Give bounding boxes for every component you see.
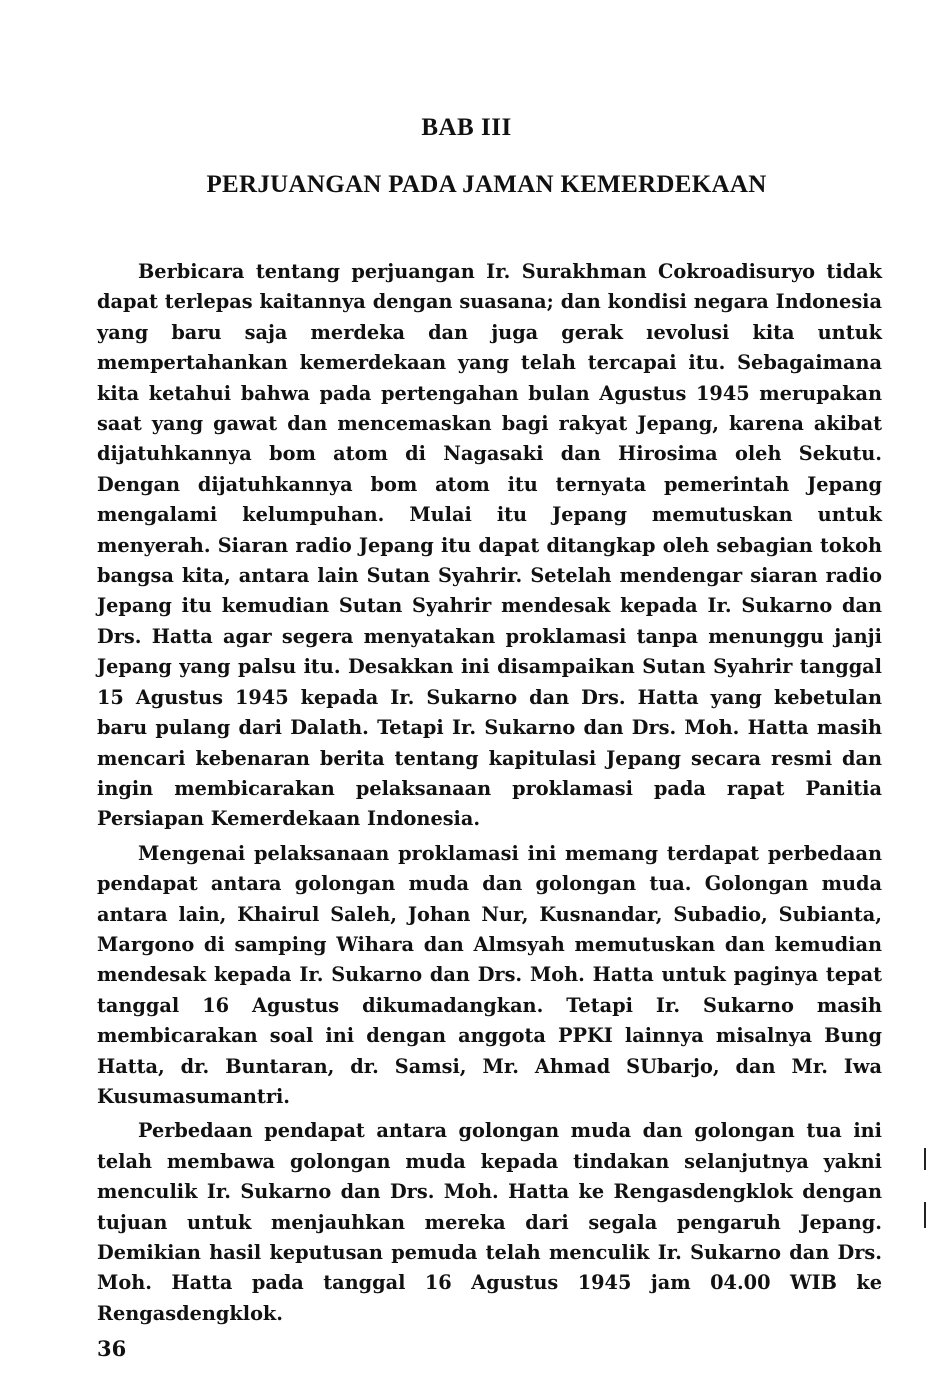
paragraph-1: Berbicara tentang perjuangan Ir. Surakhman Cokroadisuryo tidak dapat terlepas kaitannya dengan suasana; dan kondisi negara Indonesia yang baru saja merdeka dan juga gerak ıevolusi kita untuk mempertahankan kemerdekaan yang telah tercapai itu. Sebagaimana kita ketahui bahwa pada pertengahan bulan Agustus 1945 merupakan saat yang gawat dan mencemaskan bagi rakyat Jepang, karena akibat dijatuhkannya bom atom di Nagasaki dan Hirosima oleh Sekutu. Dengan dijatuhkannya bom atom itu ternyata pemerintah Jepang mengalami kelumpuhan. Mulai itu Jepang memutuskan untuk menyerah. Siaran radio Jepang itu dapat ditangkap oleh sebagian tokoh bangsa kita, antara lain Sutan Syahrir. Setelah mendengar siaran radio Jepang itu kemudian Sutan Syahrir mendesak kepada Ir. Sukarno dan Drs. Hatta agar segera menyatakan proklamasi tanpa menunggu janji Jepang yang palsu itu. Desakkan ini disampaikan Sutan Syahrir tanggal 15 Agustus 1945 kepada Ir. Sukarno dan Drs. Hatta yang kebetulan baru pulang dari Dalath. Tetapi Ir. Sukarno dan Drs. Moh. Hatta masih mencari kebenaran berita tentang kapitulasi Jepang secara resmi dan ingin membicarakan pelaksanaan proklamasi pada rapat Panitia Persiapan Kemerdekaan Indonesia. [97,260,882,831]
body-text [97,257,882,1329]
paragraph-2: Mengenai pelaksanaan proklamasi ini memang terdapat perbedaan pendapat antara golongan muda dan golongan tua. Golongan muda antara lain, Khairul Saleh, Johan Nur, Kusnandar, Subadio, Subianta, Margono di samping Wihara dan Almsyah memutuskan dan kemudian mendesak kepada Ir. Sukarno dan Drs. Moh. Hatta untuk paginya tepat tanggal 16 Agustus dikumadangkan. Tetapi Ir. Sukarno masih membicarakan soal ini dengan anggota PPKI lainnya misalnya Bung Hatta, dr. Buntaran, dr. Samsi, Mr. Ahmad SUbarjo, dan Mr. Iwa Kusumasumantri. [97,841,882,1108]
chapter-label: BAB III [421,114,512,141]
chapter-title: PERJUANGAN PADA JAMAN KEMERDEKAAN [206,171,767,198]
paragraph-3: Perbedaan pendapat antara golongan muda dan golongan tua ini telah membawa golongan muda kepada tindakan selanjutnya yakni menculik Ir. Sukarno dan Drs. Moh. Hatta ke Rengasdengklok dengan tujuan untuk menjauhkan mereka dari segala pengaruh Jepang. Demikian hasil keputusan pemuda telah menculik Ir. Sukarno dan Drs. Moh. Hatta pada tanggal 16 Agustus 1945 jam 04.00 WIB ke Rengasdengklok. [97,1119,882,1325]
margin-mark [924,1148,926,1170]
page-number: 36 [97,1336,127,1361]
margin-mark [924,1202,926,1228]
